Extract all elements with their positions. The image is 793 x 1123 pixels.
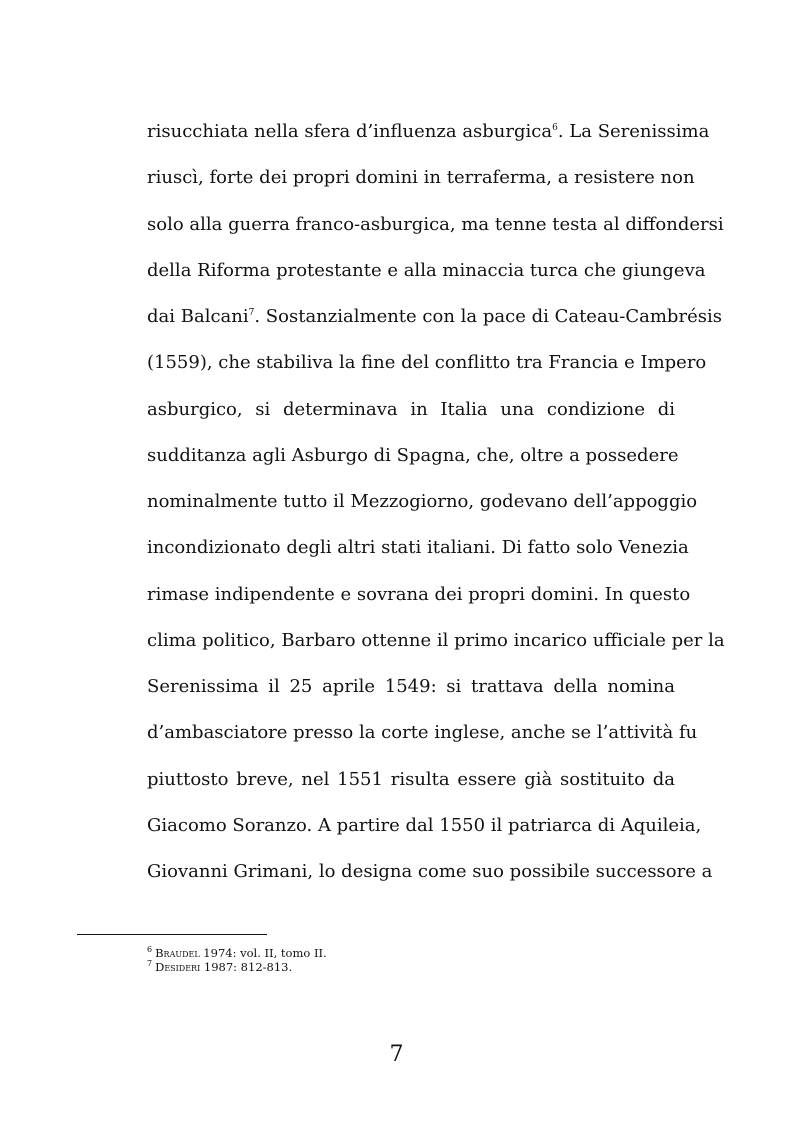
footnote-author: Desideri xyxy=(155,960,201,974)
footnote-number: 7 xyxy=(147,959,153,969)
body-line: nominalmente tutto il Mezzogiorno, godevano dell’appoggio xyxy=(147,491,698,512)
body-line: d’ambasciatore presso la corte inglese, anche se l’attività fu xyxy=(147,722,698,744)
body-line: (1559), che stabiliva la fine del conflitto tra Francia e Impero xyxy=(147,352,707,374)
footnote xyxy=(147,960,547,974)
body-line: sudditanza agli Asburgo di Spagna, che, oltre a possedere xyxy=(147,444,679,466)
body-line: riuscì, forte dei propri domini in terraferma, a resistere non xyxy=(147,167,695,189)
body-line: rimase indipendente e sovrana dei propri domini. In questo xyxy=(147,583,691,605)
footnote-ref[interactable]: 6 xyxy=(552,123,558,133)
body-line: solo alla guerra franco-asburgica, ma tenne testa al diffondersi xyxy=(147,213,724,235)
body-text xyxy=(147,112,725,898)
footnote-ref[interactable]: 7 xyxy=(248,308,255,318)
body-line: incondizionato degli altri stati italiani. Di fatto solo Venezia xyxy=(147,537,689,559)
body-line: dai Balcani$^7$. Sostanzialmente con la pace di Cateau-Cambrésis xyxy=(147,306,722,327)
body-line: risucchiata nella sfera d’influenza asburgica$^6$. La Serenissima xyxy=(147,121,710,142)
footnote-divider xyxy=(77,934,267,935)
page-number: 7 xyxy=(389,1042,404,1067)
footnotes xyxy=(147,946,547,974)
footnote-author: Braudel xyxy=(155,946,200,960)
body-line: piuttosto breve, nel 1551 risulta essere già sostituito da xyxy=(147,768,675,790)
body-line: Giacomo Soranzo. A partire dal 1550 il patriarca di Aquileia, xyxy=(147,814,702,836)
body-line: Giovanni Grimani, lo designa come suo possibile successore a xyxy=(147,861,713,882)
footnote-text: 1987: 812-813. xyxy=(200,960,293,974)
footnote-text: 1974: vol. II, tomo II. xyxy=(199,946,327,960)
body-line: asburgico, si determinava in Italia una condizione di xyxy=(147,398,675,420)
footnote-number: 6 xyxy=(147,945,153,955)
body-line: della Riforma protestante e alla minaccia turca che giungeva xyxy=(147,259,706,281)
body-line: clima politico, Barbaro ottenne il primo incarico ufficiale per la xyxy=(147,629,725,651)
body-line: Serenissima il 25 aprile 1549: si trattava della nomina xyxy=(147,676,675,697)
footnote xyxy=(147,946,547,960)
